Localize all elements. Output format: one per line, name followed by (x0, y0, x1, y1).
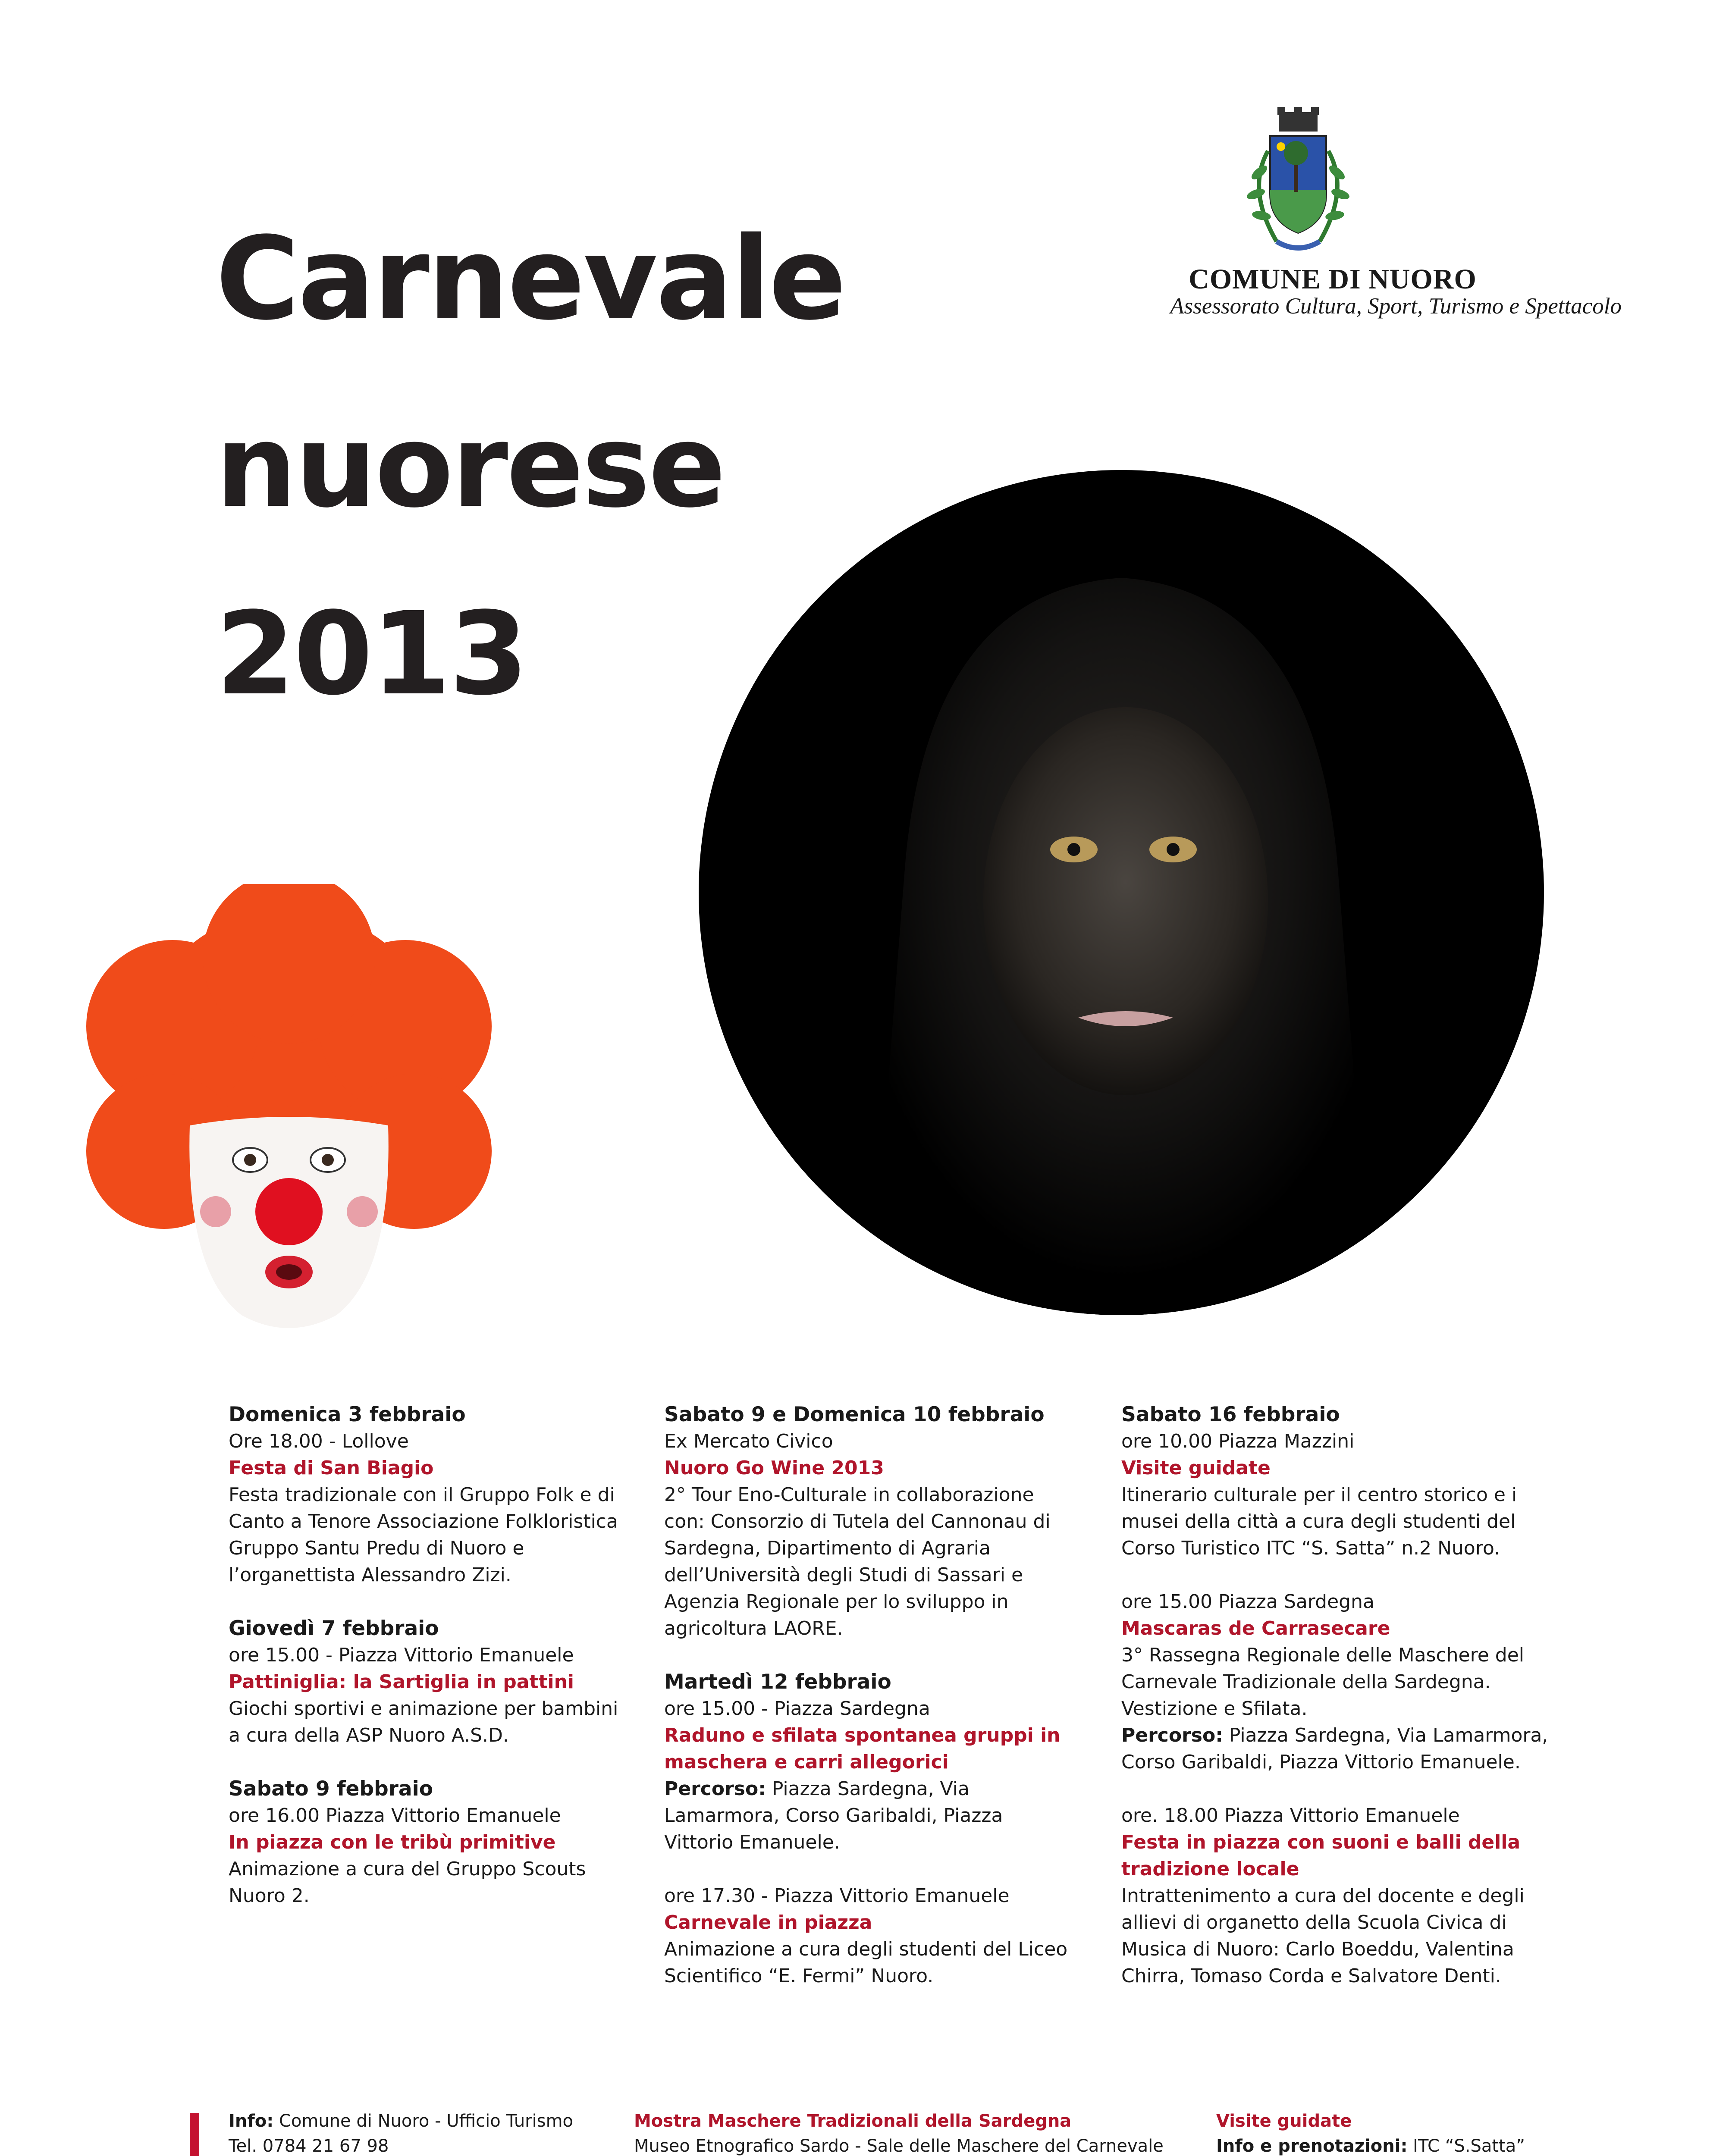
event-block (664, 1401, 1070, 1642)
route-label: Percorso: (664, 1778, 766, 1800)
event-time: ore 17.30 - Piazza Vittorio Emanuele (664, 1885, 1010, 1907)
event-time: ore. 18.00 Piazza Vittorio Emanuele (1121, 1805, 1460, 1827)
info-phone: Tel. 0784 21 67 98 (229, 2136, 389, 2156)
event-title: Carnevale in piazza (664, 1912, 872, 1934)
event-description: Animazione a cura del Gruppo Scouts Nuoro 2. (229, 1858, 586, 1907)
event-block (664, 1669, 1070, 1990)
event-description: 3° Rassegna Regionale delle Maschere del Carnevale Tradizionale della Sardegna. Vestizione e Sfilata. (1121, 1644, 1525, 1720)
event-date: Domenica 3 febbraio (229, 1403, 466, 1426)
event-block (229, 1615, 625, 1749)
event-title: Festa in piazza con suoni e balli della tradizione locale (1121, 1831, 1521, 1880)
clown-photo (60, 884, 518, 1350)
event-route (664, 1776, 1070, 1856)
event-description: Animazione a cura degli studenti del Liceo Scientifico “E. Fermi” Nuoro. (664, 1938, 1068, 1987)
info-block-visite (1216, 2109, 1691, 2156)
event-route (1121, 1722, 1553, 1776)
title-line-3: 2013 (216, 588, 527, 721)
event-title: Pattiniglia: la Sartiglia in pattini (229, 1671, 574, 1693)
event-sub-block (1121, 1589, 1553, 1776)
title-line-2: nuorese (216, 400, 725, 533)
event-title: Nuoro Go Wine 2013 (664, 1457, 884, 1479)
event-sub-block (664, 1883, 1070, 1990)
event-time: Ex Mercato Civico (664, 1430, 833, 1452)
event-time: ore 10.00 Piazza Mazzini (1121, 1430, 1355, 1452)
info-line (229, 2109, 617, 2134)
event-time: ore 15.00 - Piazza Vittorio Emanuele (229, 1644, 574, 1666)
info-text: ITC “S.Satta” (1413, 2136, 1525, 2156)
title-line-1: Carnevale (216, 213, 845, 345)
event-time: ore 16.00 Piazza Vittorio Emanuele (229, 1805, 561, 1827)
event-title: Visite guidate (1121, 1457, 1271, 1479)
route-text: Piazza Sardegna, Via Lamarmora, Corso Garibaldi, Piazza Vittorio Emanuele. (664, 1778, 1003, 1853)
event-block (1121, 1401, 1553, 1990)
info-title: Visite guidate (1216, 2111, 1352, 2131)
event-description: Giochi sportivi e animazione per bambini a cura della ASP Nuoro A.S.D. (229, 1698, 618, 1746)
info-title: Mostra Maschere Tradizionali della Sardegna (634, 2111, 1072, 2131)
hooded-man-photo (699, 470, 1544, 1315)
info-label: Info e prenotazioni: (1216, 2136, 1408, 2156)
hooded-face-illustration (699, 470, 1544, 1315)
event-title: Raduno e sfilata spontanea gruppi in maschera e carri allegorici (664, 1724, 1061, 1773)
event-date: Giovedì 7 febbraio (229, 1617, 439, 1640)
event-description: Festa tradizionale con il Gruppo Folk e di Canto a Tenore Associazione Folkloristica Gruppo Santu Predu di Nuoro e l’organettista Alessandro Zizi. (229, 1484, 618, 1586)
info-block-turismo (229, 2109, 617, 2156)
program-column-3 (1121, 1401, 1553, 2016)
info-label: Info: (229, 2111, 274, 2131)
poster-title (216, 185, 845, 748)
event-time: ore 15.00 - Piazza Sardegna (664, 1698, 930, 1720)
info-red-bar (190, 2113, 199, 2156)
event-description: 2° Tour Eno-Culturale in collaborazione con: Consorzio di Tutela del Cannonau di Sardegna, Dipartimento di Agraria dell’Università degli Studi di Sassari e Agenzia Regionale per lo sviluppo in agricoltura LAORE. (664, 1484, 1051, 1639)
event-title: Mascaras de Carrasecare (1121, 1617, 1390, 1639)
info-text: Comune di Nuoro - Ufficio Turismo (279, 2111, 574, 2131)
comune-header (1044, 103, 1622, 323)
route-text: Piazza Sardegna, Via Lamarmora, Corso Garibaldi, Piazza Vittorio Emanuele. (1121, 1724, 1548, 1773)
route-label: Percorso: (1121, 1724, 1223, 1746)
event-date: Martedì 12 febbraio (664, 1670, 891, 1694)
event-description: Intrattenimento a cura del docente e degli allievi di organetto della Scuola Civica di Musica di Nuoro: Carlo Boeddu, Valentina Chirra, Tomaso Corda e Salvatore Denti. (1121, 1885, 1525, 1987)
event-date: Sabato 16 febbraio (1121, 1403, 1340, 1426)
event-block (229, 1776, 625, 1909)
event-date: Sabato 9 e Domenica 10 febbraio (664, 1403, 1045, 1426)
assessorato-name: Assessorato Cultura, Sport, Turismo e Spettacolo (1170, 294, 1622, 319)
info-line (1216, 2134, 1691, 2156)
event-date: Sabato 9 febbraio (229, 1777, 433, 1801)
event-title: Festa di San Biagio (229, 1457, 434, 1479)
info-block-mostra (634, 2109, 1195, 2156)
event-block (229, 1401, 625, 1589)
event-title: In piazza con le tribù primitive (229, 1831, 556, 1853)
program-column-2 (664, 1401, 1070, 2016)
program-column-1 (229, 1401, 625, 1936)
comune-name: COMUNE DI NUORO (1189, 263, 1477, 295)
event-description: Itinerario culturale per il centro storico e i musei della città a cura degli studenti del Corso Turistico ITC “S. Satta” n.2 Nuoro. (1121, 1484, 1517, 1559)
info-line: Museo Etnografico Sardo - Sale delle Maschere del Carnevale (634, 2136, 1164, 2156)
event-time: ore 15.00 Piazza Sardegna (1121, 1591, 1374, 1613)
event-time: Ore 18.00 - Lollove (229, 1430, 409, 1452)
event-sub-block (1121, 1802, 1553, 1990)
comune-crest-icon (1229, 103, 1367, 267)
